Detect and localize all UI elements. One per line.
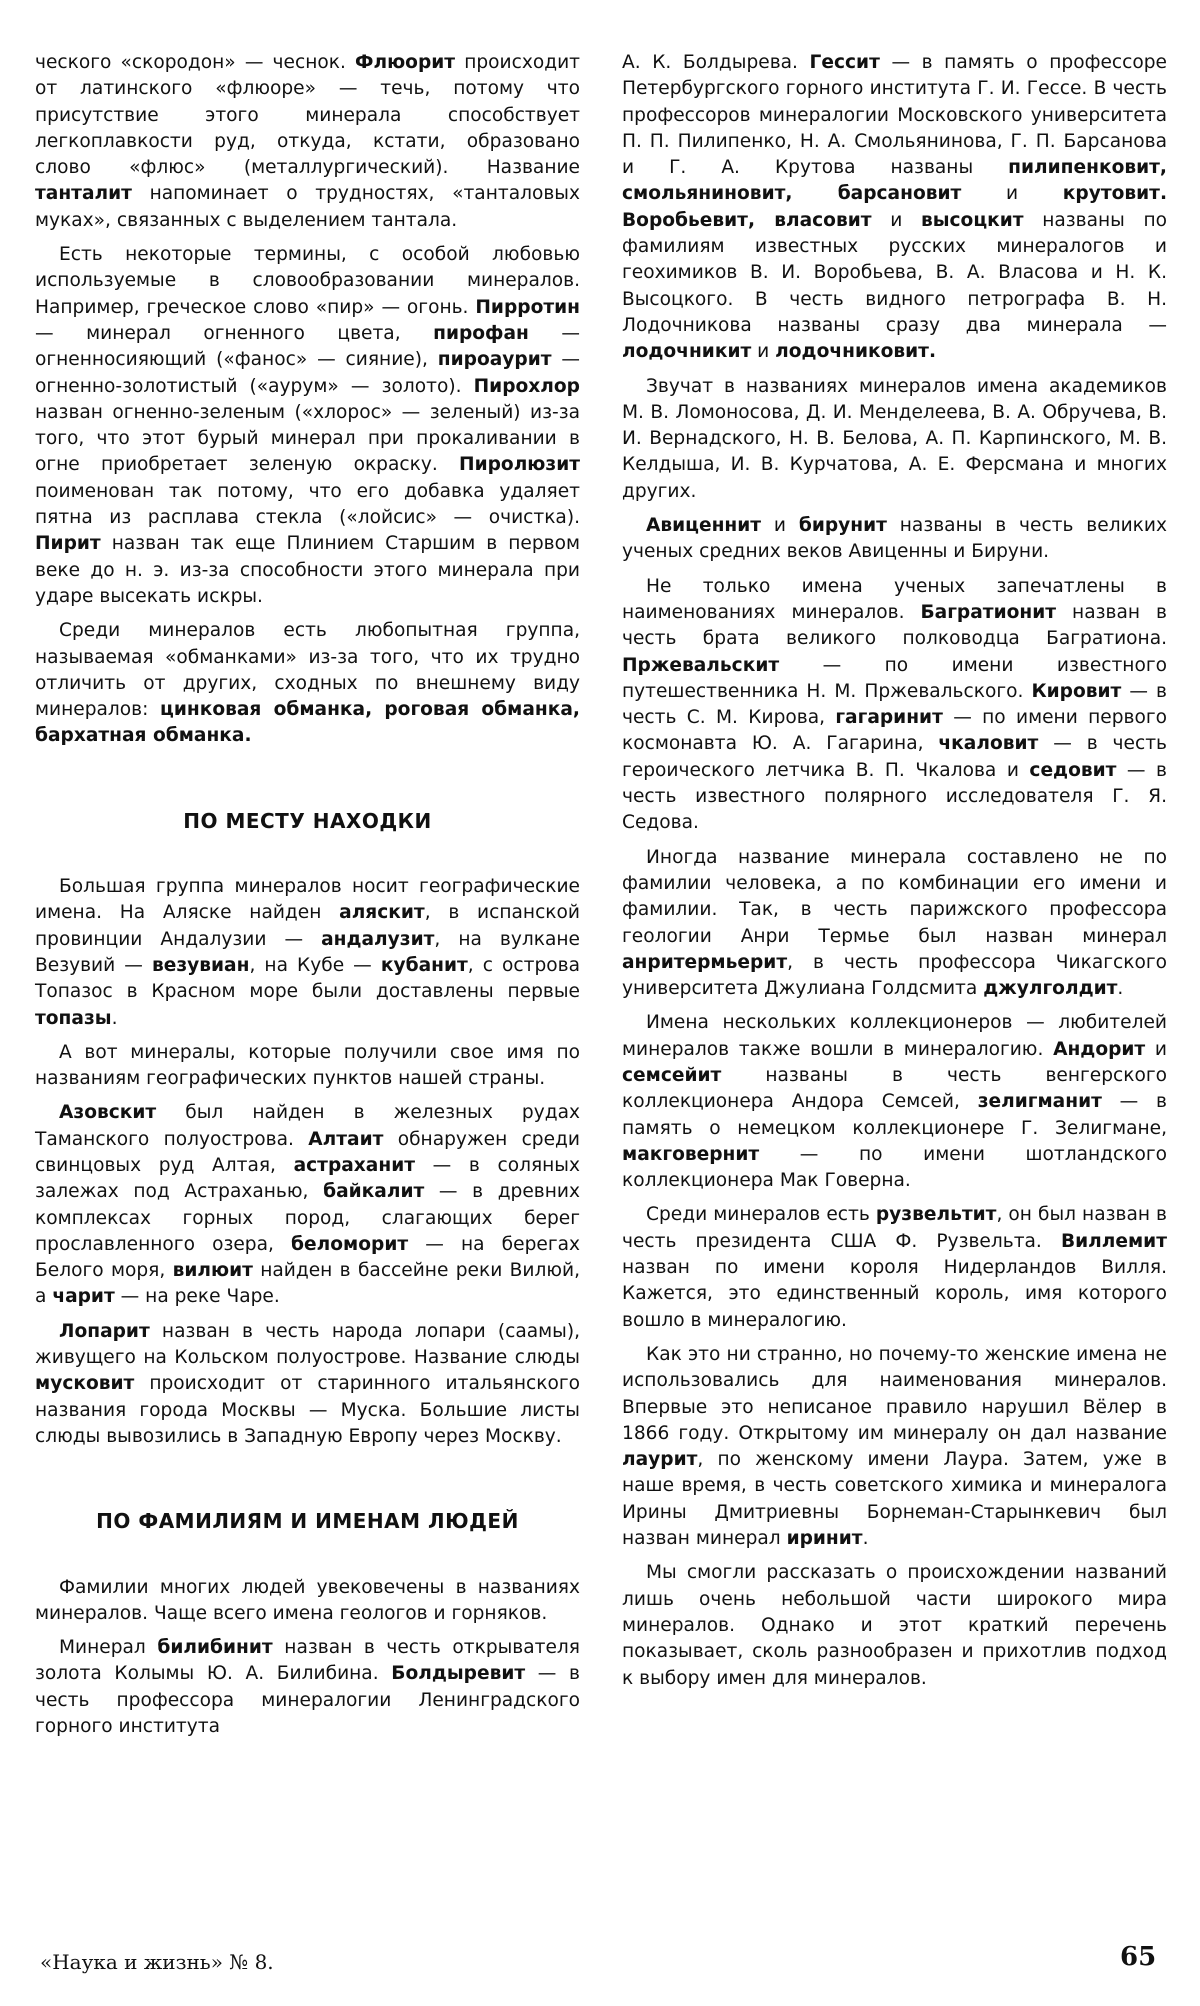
mineral-term: кубанит: [380, 954, 468, 976]
text-run: Мы смогли рассказать о происхождении названий лишь очень небольшой части широкого мира минералов. Однако и этот краткий перечень показывает, сколь разнообразен и прихотлив подход к выбору имен для минералов.: [622, 1562, 1167, 1689]
text-run: Как это ни странно, но почему-то женские имена не использовались для наименования минералов. Впервые это неписаное правило нарушил Вёлер в 1866 году. Открытому им минералу он дал название: [622, 1343, 1167, 1444]
mineral-term: Болдыревит: [391, 1663, 526, 1685]
text-run: .: [111, 1007, 118, 1029]
mineral-term: везувиан: [151, 954, 250, 976]
text-run: , по женскому имени Лаура. Затем, уже в наше время, в честь советского химика и минералога Ирины Дмитриевны Борнеман-Старынкевич был назван минерал: [622, 1449, 1167, 1550]
text-run: и: [961, 183, 1063, 205]
text-run: Есть некоторые термины, с особой любовью используемые в словообразовании минералов. Например, греческое слово «пир» — огонь.: [35, 244, 580, 318]
text-run: происходит от старинного итальянского названия города Москвы — Муска. Большие листы слюды вывозились в Западную Европу через Москву.: [35, 1373, 580, 1447]
mineral-term: гагаринит: [835, 707, 943, 729]
mineral-term: лаурит: [622, 1449, 698, 1471]
mineral-term: мусковит: [35, 1373, 135, 1395]
text-run: назван огненно-зеленым («хлорос» — зеленый) из-за того, что этот бурый минерал при прокаливании в огне приобретает зеленую окраску.: [35, 401, 580, 476]
mineral-term: чкаловит: [938, 733, 1039, 755]
mineral-term: аляскит: [339, 902, 425, 924]
mineral-term: крутовит. Воробьевит, власовит: [622, 183, 1168, 231]
mineral-term: Азовскит: [59, 1102, 157, 1124]
mineral-term: вилюит: [172, 1260, 253, 1282]
text-run: происходит от латинского «флюоре» — течь, потому что присутствие этого минерала способствует легкоплавкости руд, откуда, кстати, образовано слово «флюс» (металлургический). Название: [35, 52, 580, 179]
paragraph: [622, 513, 1167, 566]
mineral-term: Виллемит: [1060, 1230, 1167, 1252]
mineral-term: пилипенковит, смольяниновит, барсановит: [622, 157, 1167, 205]
mineral-term: пироаурит: [437, 349, 552, 371]
text-run: — в соляных залежах под Астраханью,: [35, 1154, 580, 1203]
text-run: — огненно-золотистый («аурум» — золото).: [35, 349, 580, 397]
text-run: названы в честь венгерского коллекционера Андора Семсей,: [622, 1064, 1167, 1113]
mineral-term: астраханит: [293, 1154, 416, 1176]
paragraph: [622, 1010, 1167, 1194]
text-run: обнаружен среди свинцовых руд Алтая,: [35, 1128, 580, 1176]
page-number: 65: [1120, 1942, 1157, 1972]
mineral-term: лодочниковит.: [775, 341, 937, 363]
text-run: — минерал огненного цвета,: [35, 322, 434, 344]
mineral-term: беломорит: [291, 1233, 409, 1255]
text-run: ческого «скородон» — чеснок.: [35, 52, 356, 73]
mineral-term: Пиролюзит: [459, 454, 580, 476]
text-run: назван в честь народа лопари (саамы), живущего на Кольском полуострове. Название слюды: [35, 1320, 580, 1369]
text-run: .: [862, 1528, 869, 1550]
mineral-term: Андорит: [1053, 1038, 1146, 1060]
mineral-term: лодочникит: [622, 341, 752, 363]
text-run: — в честь С. М. Кирова,: [622, 680, 1167, 729]
paragraph: [622, 1342, 1167, 1552]
text-run: — в честь известного полярного исследователя Г. Я. Седова.: [622, 759, 1167, 834]
text-run: и: [871, 209, 921, 231]
text-run: , в испанской провинции Андалузии —: [35, 902, 580, 950]
mineral-term: чарит: [52, 1286, 115, 1308]
mineral-term: седовит: [1029, 759, 1117, 781]
text-run: Иногда название минерала составлено не по фамилии человека, а по комбинации его имени и фамилии. Так, в честь парижского профессора геологии Анри Термье был назван минерал: [622, 846, 1167, 947]
text-run: названы в честь великих ученых средних веков Авиценны и Бируни.: [622, 515, 1167, 563]
paragraph: [622, 1202, 1167, 1333]
paragraph: [35, 1040, 580, 1093]
text-run: назван так еще Плинием Старшим в первом веке до н. э. из-за способности этого минерала при ударе высекать искры.: [35, 533, 580, 607]
mineral-term: рузвельтит: [875, 1204, 997, 1226]
mineral-term: Гессит: [809, 52, 880, 73]
text-run: поименован так потому, что его добавка удаляет пятна из расплава стекла («лойсис» — очистка).: [35, 480, 580, 529]
paragraph: [35, 1319, 580, 1450]
paragraph: [622, 374, 1167, 505]
mineral-term: джулголдит: [983, 978, 1118, 1000]
text-run: — в древних комплексах горных пород, слагающих берег прославленного озера,: [35, 1181, 580, 1255]
text-run: Среди минералов есть: [646, 1204, 876, 1226]
paragraph: [35, 242, 580, 610]
left-column: [35, 50, 580, 1748]
mineral-term: андалузит: [321, 928, 435, 950]
mineral-term: топазы: [35, 1007, 112, 1029]
text-run: — на берегах Белого моря,: [35, 1233, 580, 1282]
mineral-term: Пржевальскит: [622, 654, 780, 676]
text-run: , в честь профессора Чикагского университета Джулиана Голдсмита: [622, 951, 1167, 1000]
text-run: Большая группа минералов носит географические имена. На Аляске найден: [35, 876, 580, 924]
text-run: — огненносияющий («фанос» — сияние),: [35, 322, 580, 371]
mineral-term: Пирротин: [475, 296, 580, 318]
mineral-term: билибинит: [157, 1637, 273, 1659]
mineral-term: Алтаит: [308, 1128, 384, 1150]
mineral-term: Флюорит: [355, 52, 456, 73]
mineral-term: макговернит: [622, 1143, 760, 1165]
text-run: , с острова Топазос в Красном море были доставлены первые: [35, 954, 580, 1003]
mineral-term: высоцкит: [920, 209, 1024, 231]
text-run: А вот минералы, которые получили свое имя по названиям географических пунктов нашей страны.: [35, 1041, 580, 1090]
mineral-term: Лопарит: [59, 1320, 150, 1342]
text-run: назван в честь открывателя золота Колымы Ю. А. Билибина.: [35, 1637, 580, 1685]
text-run: напоминает о трудностях, «танталовых муках», связанных с выделением тантала.: [35, 183, 580, 231]
paragraph: [35, 618, 580, 749]
section-heading-people: ПО ФАМИЛИЯМ И ИМЕНАМ ЛЮДЕЙ: [96, 1509, 519, 1534]
mineral-term: танталит: [35, 183, 132, 205]
footer-source: «Наука и жизнь» № 8.: [40, 1950, 274, 1974]
paragraph: [35, 874, 580, 1032]
mineral-term: Кировит: [1031, 680, 1122, 702]
text-run: был найден в железных рудах Таманского полуострова.: [35, 1102, 580, 1150]
text-run: Среди минералов есть любопытная группа, называемая «обманками» из-за того, что их трудно отличить от других, сходных по внешнему виду минералов:: [35, 620, 580, 721]
paragraph: [622, 1560, 1167, 1691]
text-run: , на вулкане Везувий —: [35, 928, 580, 976]
mineral-term: Багратионит: [920, 601, 1057, 623]
text-run: — по имени известного путешественника Н. М. Пржевальского.: [622, 654, 1167, 702]
mineral-term: зелигманит: [977, 1091, 1102, 1113]
text-run: и: [751, 341, 776, 363]
text-run: .: [1117, 978, 1124, 1000]
text-run: Не только имена ученых запечатлены в наименованиях минералов.: [622, 575, 1167, 623]
text-run: — на реке Чаре.: [114, 1286, 280, 1308]
paragraph: [622, 574, 1167, 837]
text-run: Фамилии многих людей увековечены в названиях минералов. Чаще всего имена геологов и горняков.: [35, 1576, 580, 1624]
text-run: найден в бассейне реки Вилюй, а: [35, 1260, 580, 1308]
text-run: Звучат в названиях минералов имена академиков М. В. Ломоносова, Д. И. Менделеева, В. А. Обручева, В. И. Вернадского, Н. В. Белова, А. П. Карпинского, М. В. Келдыша, И. В. Курчатова, А. Е. Ферсмана и многих других.: [622, 375, 1167, 502]
mineral-term: пирофан: [433, 322, 529, 344]
mineral-term: Пирохлор: [473, 375, 580, 397]
mineral-term: семсейит: [622, 1064, 722, 1086]
mineral-term: бирунит: [798, 515, 887, 537]
mineral-term: иринит: [786, 1528, 863, 1550]
text-run: названы по фамилиям известных русских минералогов и геохимиков В. И. Воробьева, В. А. Власова и Н. К. Высоцкого. В честь видного петрографа В. Н. Лодочникова названы сразу два минерала —: [622, 209, 1168, 336]
text-run: — в память о профессоре Петербургского горного института Г. И. Гессе. В честь профессоров минералогии Московского университета П. П. Пилипенко, Н. А. Смольянинова, Г. П. Барсанова и Г. А. Крутова названы: [622, 52, 1167, 179]
text-run: — по имени первого космонавта Ю. А. Гагарина,: [622, 707, 1167, 755]
text-run: , на Кубе —: [249, 954, 381, 976]
paragraph: [622, 50, 1167, 366]
paragraph: [35, 50, 580, 234]
paragraph: [622, 845, 1167, 1003]
text-run: Имена нескольких коллекционеров — любителей минералов также вошли в минералогию.: [622, 1012, 1167, 1060]
text-run: — в память о немецком коллекционере Г. Зелигмане,: [622, 1091, 1167, 1139]
mineral-term: анритермьерит: [622, 951, 788, 973]
text-run: Минерал: [59, 1637, 158, 1659]
paragraph: [35, 1575, 580, 1628]
text-run: и: [1145, 1038, 1167, 1060]
paragraph: [35, 1635, 580, 1740]
paragraph: [35, 1100, 580, 1310]
text-run: назван по имени короля Нидерландов Вилля. Кажется, это единственный король, имя которого вошло в минералогию.: [622, 1257, 1167, 1331]
text-run: А. К. Болдырева.: [622, 52, 810, 73]
text-run: — в честь героического летчика В. П. Чкалова и: [622, 733, 1167, 781]
text-run: и: [761, 515, 799, 537]
mineral-term: цинковая обманка, роговая обманка, бархатная обманка.: [35, 699, 580, 747]
text-run: , он был назван в честь президента США Ф. Рузвельта.: [622, 1204, 1167, 1252]
mineral-term: Авиценнит: [646, 515, 762, 537]
section-heading-location: ПО МЕСТУ НАХОДКИ: [183, 808, 432, 833]
mineral-term: байкалит: [323, 1181, 425, 1203]
mineral-term: Пирит: [35, 533, 101, 555]
text-run: назван в честь брата великого полководца Багратиона.: [622, 601, 1167, 650]
text-run: — в честь профессора минералогии Ленинградского горного института: [35, 1663, 580, 1738]
right-column: [622, 50, 1167, 1700]
text-run: — по имени шотландского коллекционера Мак Говерна.: [622, 1143, 1167, 1192]
